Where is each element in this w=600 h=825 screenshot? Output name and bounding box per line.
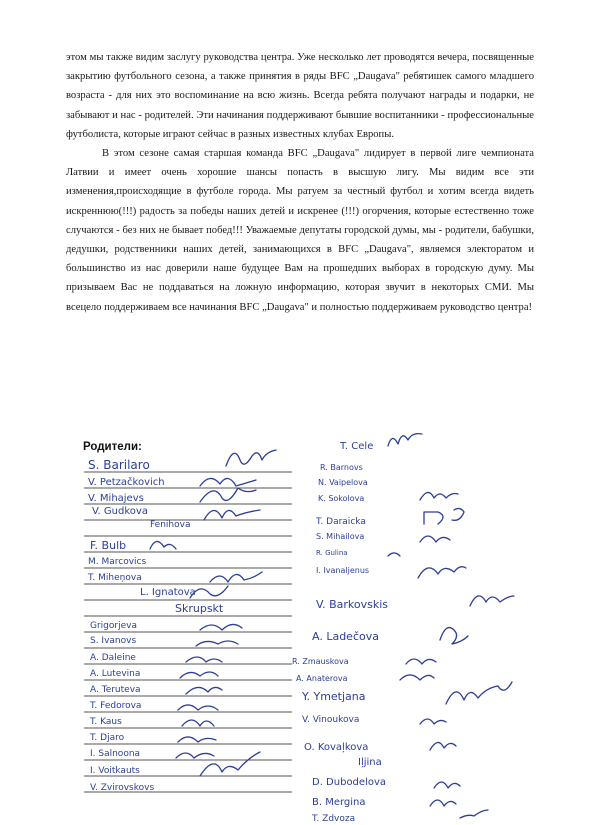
- signature-scribble: [200, 478, 256, 486]
- signature-name: T. Djaro: [90, 733, 125, 743]
- signature-name: I. Ivanaljenus: [316, 566, 370, 575]
- signature-scribble: [182, 720, 214, 726]
- signature-name: V. Vinoukova: [302, 715, 360, 725]
- signature-scribble: [430, 742, 456, 750]
- signature-name: I. Salnoona: [90, 749, 141, 759]
- signature-scribble: [180, 672, 218, 678]
- signature-name: D. Dubodelova: [312, 777, 387, 788]
- signature-name: K. Sokolova: [318, 494, 365, 503]
- signature-scribble: [200, 752, 260, 776]
- signature-name: N. Vaipelova: [318, 478, 368, 487]
- signature-name: A. Teruteva: [90, 685, 141, 695]
- signature-name: V. Petzačkovich: [88, 477, 165, 488]
- signature-scribble: [388, 434, 422, 446]
- signature-name: V. Barkovskis: [316, 598, 389, 611]
- signature-scribble: [440, 628, 468, 644]
- signature-name: V. Gudkova: [92, 506, 148, 517]
- signature-scribble: [446, 682, 512, 704]
- signature-name: T. Daraicka: [316, 517, 366, 527]
- signature-name: T. Cele: [340, 441, 374, 452]
- signature-name: Skrupskt: [175, 602, 224, 615]
- signature-scribble: [200, 624, 242, 630]
- signature-scribble: [150, 541, 176, 549]
- signature-name: F. Bulb: [90, 539, 127, 552]
- signature-name: A. Daleine: [90, 653, 136, 663]
- signature-scribble: [226, 450, 276, 466]
- signature-scribble: [420, 536, 450, 542]
- signature-name: S. Barilaro: [88, 458, 150, 472]
- signature-scribble: [420, 492, 458, 500]
- signature-name: A. Lutevina: [90, 669, 141, 679]
- signature-name: Iļjina: [358, 757, 382, 768]
- signature-scribble: [424, 508, 464, 524]
- signature-scribble: [178, 737, 216, 742]
- signature-scribble: [418, 567, 466, 578]
- signature-name: Fenihova: [150, 520, 191, 530]
- signature-name: Y. Ymetjana: [302, 690, 366, 703]
- parents-label: Родители:: [83, 441, 142, 453]
- signature-scribble: [420, 719, 446, 724]
- signature-scribble: [406, 659, 436, 664]
- signature-scribble: [186, 687, 222, 694]
- signature-scribble: [460, 810, 488, 818]
- signature-name: S. Ivanovs: [90, 636, 137, 646]
- signature-name: T. Miheņova: [88, 573, 142, 583]
- signature-scribble: [434, 782, 460, 788]
- signature-scribble: [176, 753, 214, 758]
- signature-scribble: [430, 800, 456, 806]
- signature-scribble: [178, 705, 218, 710]
- signature-name: T. Zdvoza: [312, 814, 356, 824]
- right-signature-names: [292, 441, 388, 824]
- letter-paragraph-1: этом мы также видим заслугу руководства центра. Уже несколько лет проводятся вечера, посвященные закрытию футбольного сезона, а также принятия в ряды BFC „Daugava" ребятишек самого младшего возраста - для них это воспоминание на всю жизнь. Всегда ребята получают награды и подарки, не забывают и нас - родителей. Эти начинания поддерживают бывшие воспитанники - профессиональные футболиста, которые играют сейчас в разных известных клубах Европы.: [66, 52, 534, 140]
- signature-scribble: [210, 572, 262, 582]
- signature-scribble: [200, 488, 256, 502]
- letter-paragraph-2: В этом сезоне самая старшая команда BFC „Daugava" лидирует в первой лиге чемпионата Латвии и имеет очень хорошие шансы попасть в высшую лигу. Мы видим все эти изменения,происходящие в футболе города. Мы ратуем за честный футбол и хотим всегда видеть искреннюю(!!!) радость за победы наших детей и искренее (!!!) огорчения, которые естественно тоже случаются - без них не бывает побед!!! Уважаемые депутаты городской думы, мы - родители, бабушки, дедушки, родственники наших детей, занимающихся в BFC „Daugava", являемся электоратом и большинство из нас доверили наше будущее Вам на прошедших выборах в городскую думу. Мы призываем Вас не поддаваться на ложную информацию, которая звучит в некоторых СМИ. Мы всецело поддерживаем все начинания BFC „Daugava" и полностью поддерживаем руководство центра!: [66, 148, 534, 313]
- signature-name: A. Ladečova: [312, 630, 379, 643]
- signature-name: Grigorjeva: [90, 621, 137, 631]
- signature-name: M. Marcovics: [88, 557, 147, 567]
- signature-name: L. Ignatova: [140, 587, 196, 598]
- signature-name: O. Kovaļkova: [304, 742, 369, 753]
- signature-name: R. Zmauskova: [292, 657, 349, 666]
- signature-scribble: [470, 596, 514, 606]
- signature-name: T. Kaus: [90, 717, 122, 727]
- right-signature-scribbles: [388, 434, 514, 818]
- signature-name: R. Gulina: [316, 549, 348, 557]
- signature-scribble: [388, 553, 400, 556]
- signature-name: V. Mihajevs: [88, 493, 144, 504]
- signature-name: V. Zvirovskovs: [90, 783, 155, 793]
- signature-name: I. Voitkauts: [90, 766, 140, 776]
- signature-name: R. Barnovs: [320, 463, 363, 472]
- signature-name: B. Mergina: [312, 797, 366, 808]
- signature-name: A. Anaterova: [296, 674, 348, 683]
- signature-scribble: [400, 675, 434, 680]
- signature-scribble: [204, 510, 260, 520]
- signature-name: T. Fedorova: [90, 701, 142, 711]
- signature-scribble: [196, 641, 238, 646]
- left-signature-names: [87, 458, 224, 793]
- signature-name: S. Mihailova: [316, 532, 365, 541]
- signature-scribble: [186, 657, 222, 662]
